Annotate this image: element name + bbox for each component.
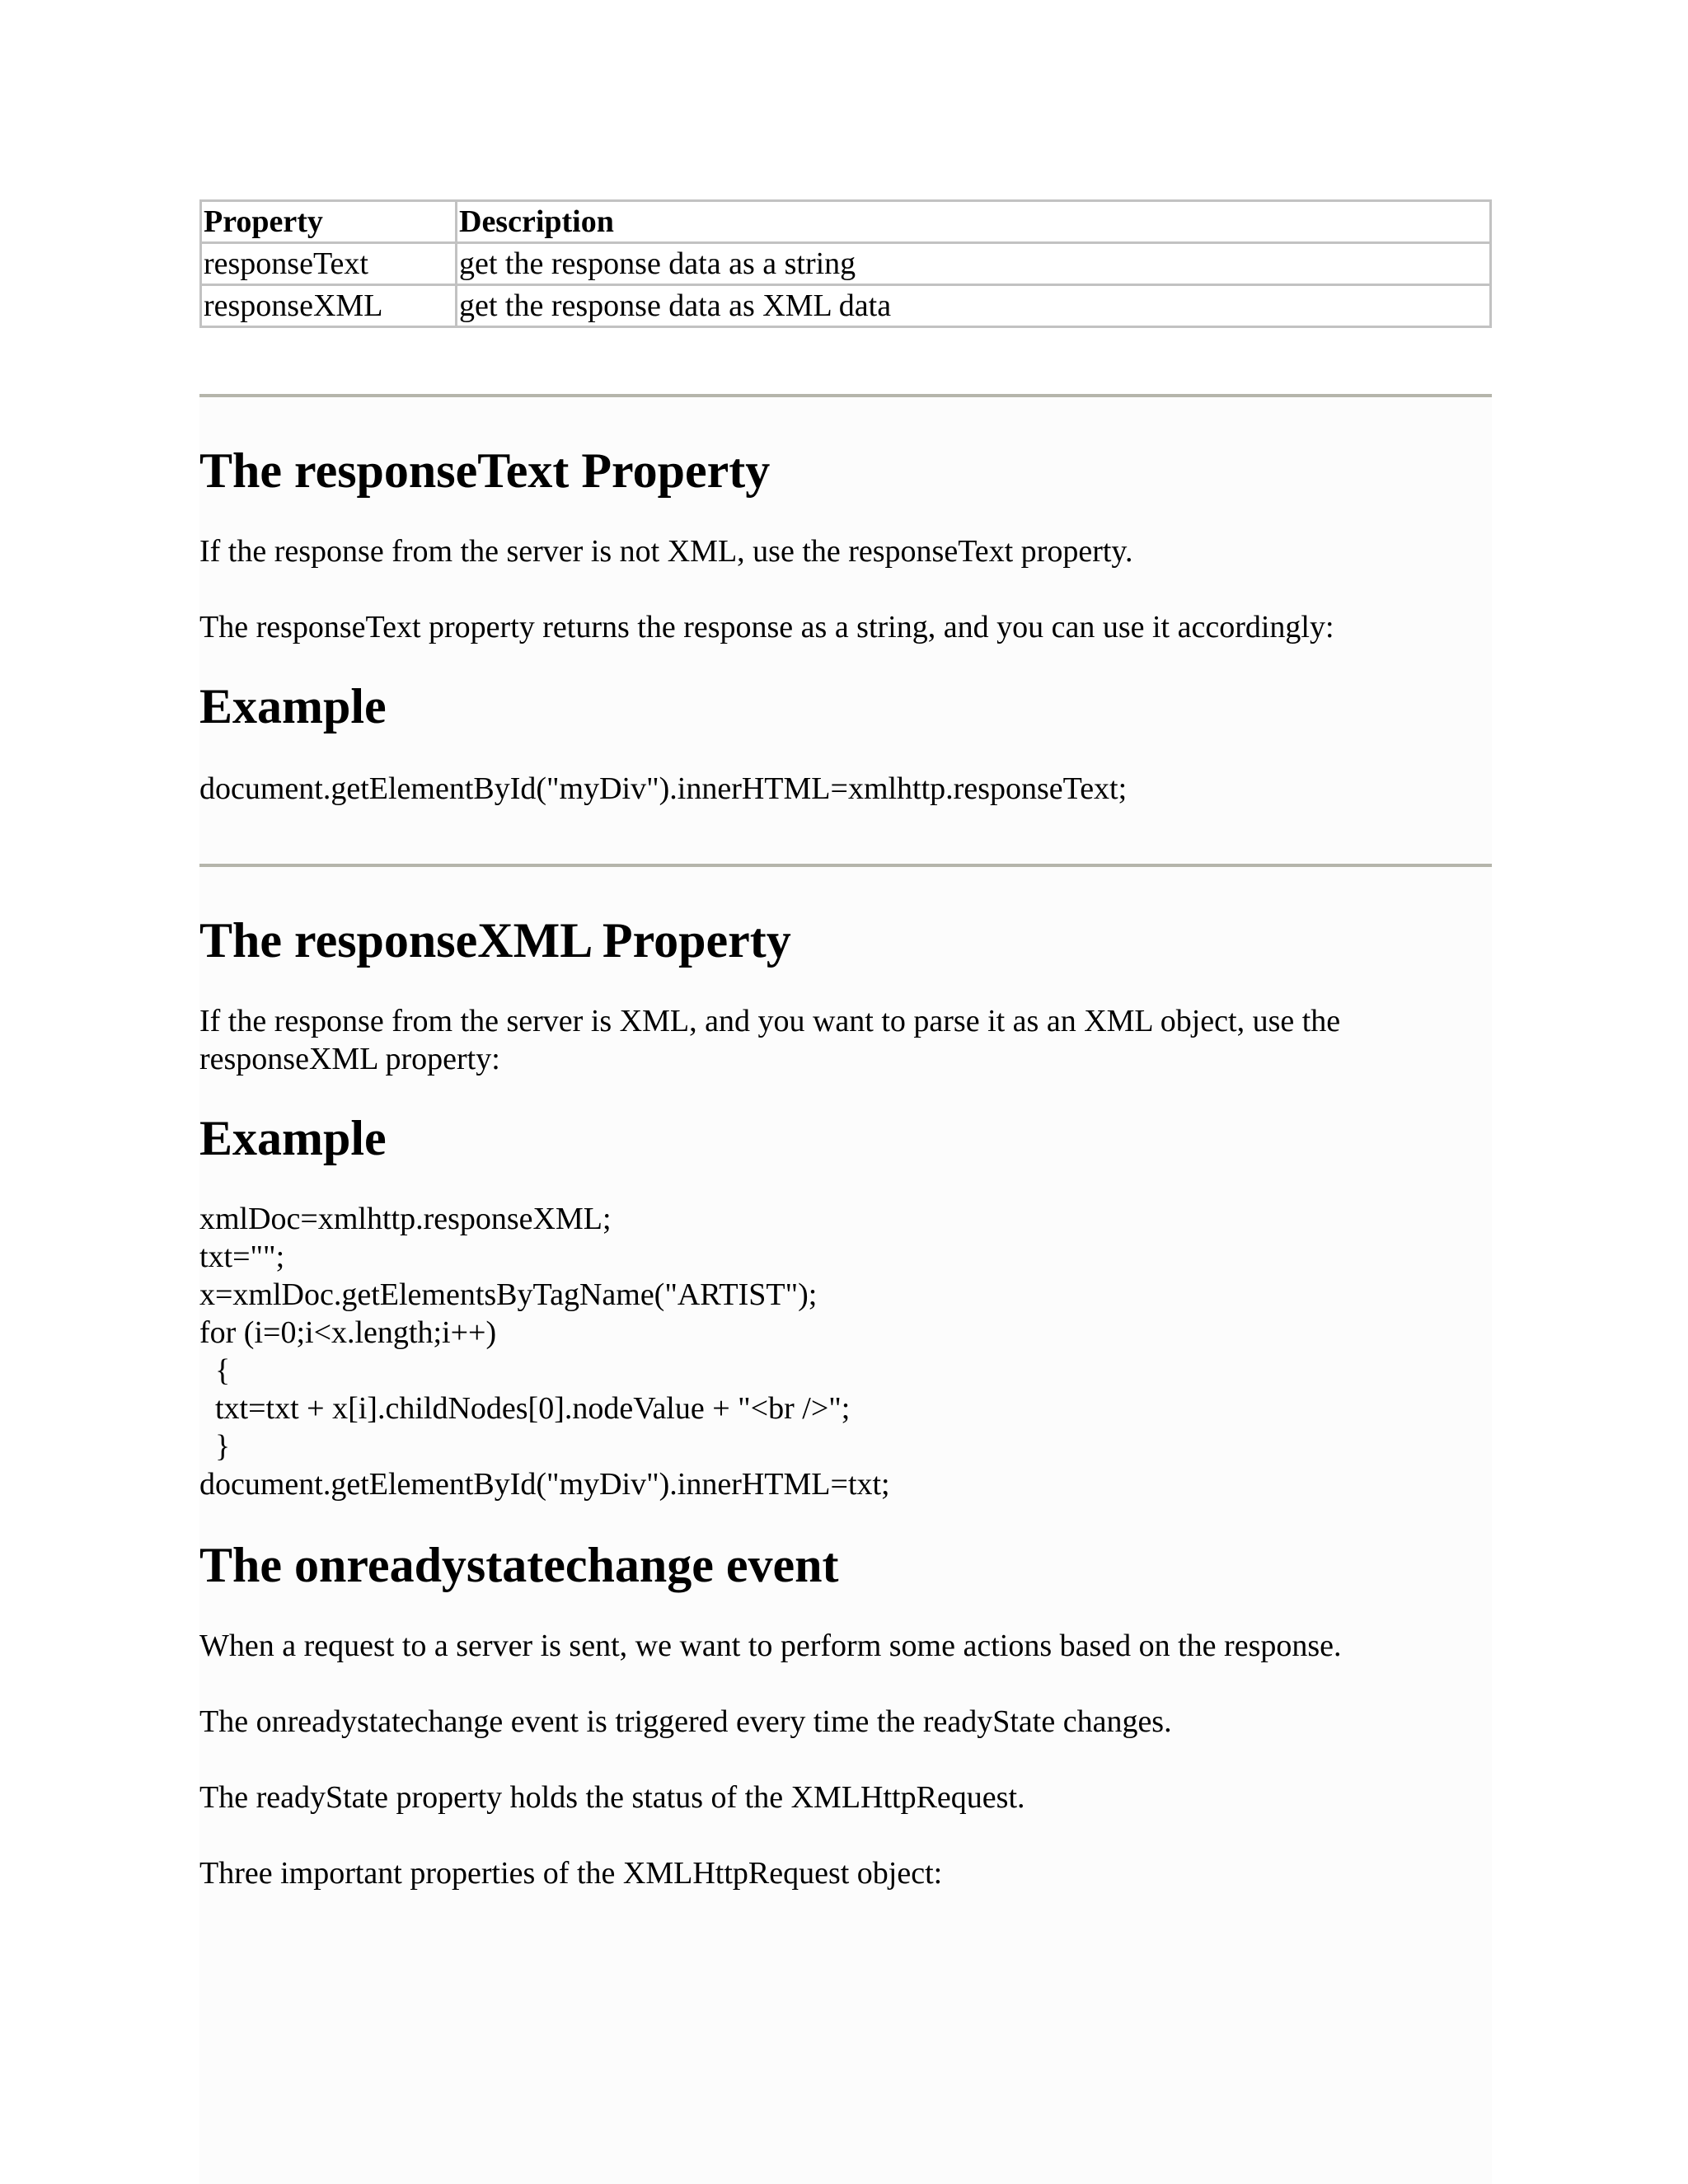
table-cell-description: get the response data as a string	[457, 243, 1491, 285]
responsetext-paragraph-1: If the response from the server is not XML, use the responseText property.	[199, 534, 1133, 569]
table-header-property: Property	[201, 201, 457, 243]
onreadystatechange-paragraph-4: Three important properties of the XMLHttpRequest object:	[199, 1856, 943, 1891]
properties-table	[199, 199, 1492, 328]
responsetext-heading: The responseText Property	[199, 443, 771, 498]
document-content	[199, 199, 1492, 1892]
table-header-description: Description	[457, 201, 1491, 243]
table-cell-property: responseText	[201, 243, 457, 285]
section-divider	[199, 864, 1492, 867]
onreadystatechange-paragraph-1: When a request to a server is sent, we want to perform some actions based on the response.	[199, 1629, 1342, 1663]
table-cell-property: responseXML	[201, 285, 457, 327]
table-row	[201, 243, 1491, 285]
responsexml-heading: The responseXML Property	[199, 913, 791, 968]
responsexml-paragraph: If the response from the server is XML, and you want to parse it as an XML object, use the responseXML property:	[199, 1004, 1341, 1076]
onreadystatechange-heading: The onreadystatechange event	[199, 1538, 839, 1592]
onreadystatechange-paragraph-3: The readyState property holds the status of the XMLHttpRequest.	[199, 1780, 1025, 1815]
responsetext-example-heading: Example	[199, 679, 387, 733]
table-cell-description: get the response data as XML data	[457, 285, 1491, 327]
responsetext-example-code: document.getElementById("myDiv").innerHTML=xmlhttp.responseText;	[199, 771, 1128, 806]
responsetext-paragraph-2: The responseText property returns the response as a string, and you can use it accordingly:	[199, 610, 1334, 644]
onreadystatechange-paragraph-2: The onreadystatechange event is triggered every time the readyState changes.	[199, 1704, 1172, 1739]
responsexml-example-heading: Example	[199, 1111, 387, 1165]
responsexml-example-code: xmlDoc=xmlhttp.responseXML; txt=""; x=xmlDoc.getElementsByTagName("ARTIST"); for (i=0;i<x.length;i++) { txt=txt + x[i].childNodes[0].nodeValue + "<br />"; } document.getElementById("myDiv").innerHTML=txt;	[199, 1202, 890, 1502]
table-row	[201, 285, 1491, 327]
table-header-row	[201, 201, 1491, 243]
section-divider	[199, 394, 1492, 397]
